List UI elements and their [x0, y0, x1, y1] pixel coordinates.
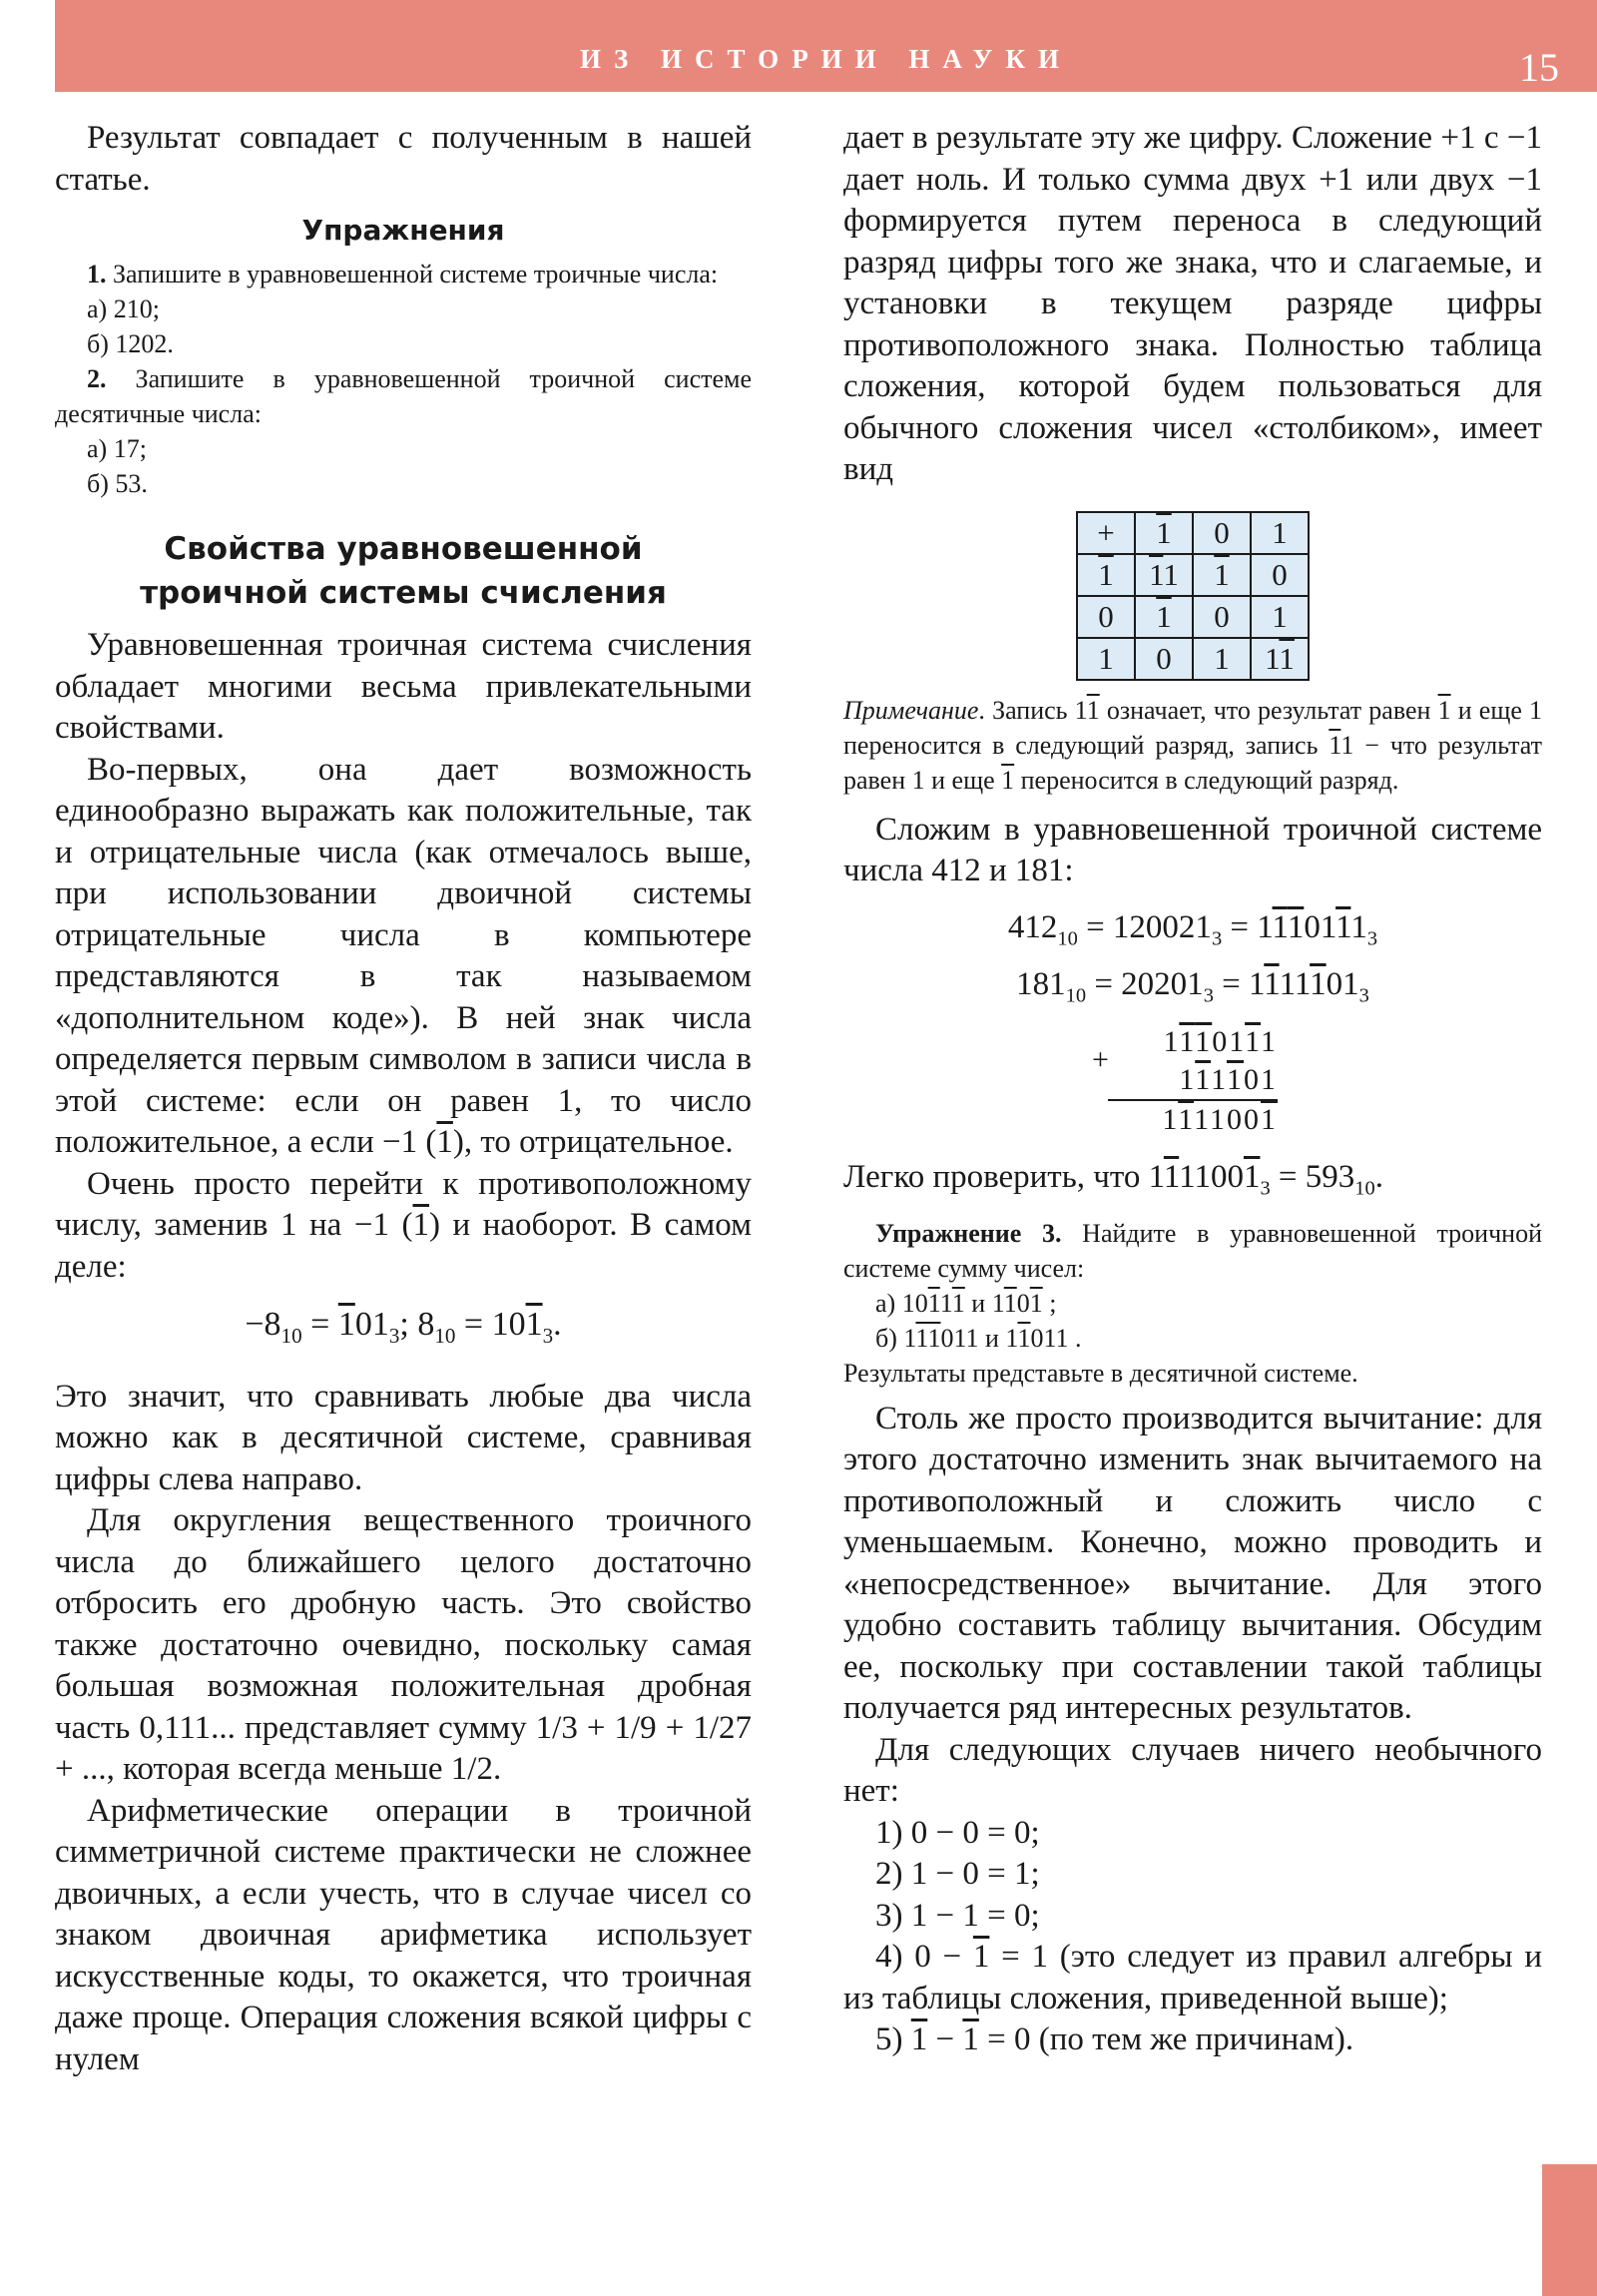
table-cell: 0 — [1251, 554, 1309, 596]
table-cell — [1193, 554, 1251, 596]
table-cell: 0 — [1135, 638, 1193, 680]
table-cell — [1135, 554, 1193, 596]
sum-digit: 01 — [1244, 1062, 1278, 1096]
sum-digit: 1 — [1261, 1024, 1278, 1058]
ex3-overlined: 1 — [951, 1288, 965, 1318]
paragraph-cases: Для следующих случаев ничего необычного нет: — [843, 1731, 1542, 1810]
f-eight: 8 — [417, 1306, 435, 1343]
check-part: Легко проверить, что 1 — [843, 1158, 1164, 1195]
cell-digit: 1 — [1214, 556, 1230, 592]
f-dot: . — [553, 1306, 562, 1343]
note-part: означает, что результат равен — [1099, 695, 1438, 725]
sum-digit: 1 — [1179, 1024, 1196, 1058]
check-sub: 3 — [1260, 1177, 1271, 1200]
ex3-part: и 1 — [964, 1288, 1004, 1318]
list-item: 3) 1 − 1 = 0; — [875, 1897, 1040, 1934]
sum-row-2 — [1108, 1061, 1278, 1101]
sum-digit: 1 — [1163, 1024, 1180, 1058]
list-item — [843, 1937, 1542, 2019]
column-addition — [1092, 1023, 1278, 1139]
sum-digit: 1 — [1261, 1102, 1278, 1136]
li-overlined: 1 — [962, 2021, 979, 2058]
table-cell: + — [1077, 512, 1135, 554]
p2-overlined-one: 1 — [436, 1124, 453, 1160]
paragraph-arithmetic: Арифметические операции в троичной симметричной системе практически не сложнее двоичных, а если учесть, что в случае чисел со знаком двоичная арифметика использует искусственные коды, то окажется, что троичная даже проще. Операция сложения всякой цифры с нулем — [55, 1792, 752, 2077]
eq-sub: 3 — [1366, 927, 1378, 950]
table-cell: 1 — [1077, 638, 1135, 680]
p3-end: ) и наоборот. В самом деле: — [55, 1207, 752, 1285]
p2-text: Во-первых, она дает возможность единообразно выражать как положительные, так и отрицательные числа (как отмечалось выше, при использовании двоичной системы отрицательные числа в компьютере представляются в так называемом «дополнительном коде»). В ней знак числа определяется первым символом в записи числа в этой системе: если он равен 1, то число положительное, а если — [55, 751, 752, 1160]
exercise-2-text: Запишите в уравновешенной троичной системе десятичные числа: — [55, 364, 752, 428]
note-overlined: 1 — [1329, 730, 1341, 760]
plus-sign: + — [1092, 1042, 1111, 1076]
f-sub-10b: 10 — [434, 1323, 456, 1348]
li-part: = 1 (это следует из правил алгебры и из таблицы сложения, приведенной выше); — [843, 1939, 1542, 2016]
paragraph-properties: Уравновешенная троичная система счисления обладает многими весьма привлекательными свойствами. — [55, 627, 752, 746]
right-column — [843, 118, 1542, 2061]
ex3-part: а) 10 — [875, 1288, 928, 1318]
f-sub-10: 10 — [280, 1323, 302, 1348]
equation-412 — [843, 904, 1542, 962]
check-part: 1100 — [1179, 1158, 1244, 1195]
eq-overlined: 1 — [1310, 966, 1327, 1003]
p3-overlined-one: 1 — [412, 1207, 430, 1243]
paragraph-subtraction: Столь же просто производится вычитание: для этого достаточно изменить знак вычитаемого на противоположный и сложить число с уменьшаемым. Конечно, можно проводить и «непосредственное» вычитание. Для этого удобно составить таблицу вычитания. Обсудим ее, поскольку при составлении такой таблицы получается ряд интересных результатов. — [843, 1400, 1542, 1727]
exercise-3 — [843, 1216, 1542, 1286]
sum-digit: 1 — [1245, 1024, 1261, 1058]
ex3-part: б) 1 — [875, 1323, 916, 1353]
eq-part: 1 — [1350, 908, 1367, 945]
table-cell — [1077, 554, 1135, 596]
note-overlined: 1 — [1086, 695, 1100, 725]
ex3-part: 0 — [1016, 1288, 1030, 1318]
paragraph-first-property — [55, 750, 752, 1164]
p3-text: Очень просто перейти к противоположному числу, заменив 1 на — [55, 1165, 752, 1243]
exercise-1-text: Запишите в уравновешенной системе троичные числа: — [106, 260, 719, 288]
eq-part: = 1 — [1213, 966, 1265, 1003]
note-overlined: 1 — [1001, 765, 1015, 795]
cell-digit: 1 — [1156, 598, 1172, 634]
li-part: − — [927, 2021, 963, 2058]
exercise-3-text: Найдите в уравновешенной троичной системе сумму чисел: — [843, 1218, 1543, 1283]
paragraph-compare: Это значит, что сравнивать любые два числа можно как в десятичной системе, сравнивая цифры слева направо. — [55, 1378, 752, 1497]
list-item — [843, 2019, 1542, 2061]
li-part: 5) — [875, 2021, 911, 2058]
table-cell — [1135, 512, 1193, 554]
sum-row-1 — [1108, 1023, 1278, 1061]
sum-digit: 1 — [1211, 1062, 1227, 1096]
ex3-overlined: 1 — [1003, 1288, 1017, 1318]
equation-181 — [843, 961, 1542, 1019]
exercise-1-a: а) 210; — [87, 294, 160, 323]
paragraph-example: Сложим в уравновешенной троичной системе числа 412 и 181: — [843, 811, 1542, 888]
f-minus-eight: −8 — [245, 1306, 281, 1343]
exercise-2-a: а) 17; — [87, 434, 147, 463]
exercises-heading: Упражнения — [301, 214, 505, 247]
exercise-1 — [55, 257, 752, 291]
note-label: Примечание — [843, 695, 979, 725]
ex3-overlined: 1 — [927, 1323, 941, 1353]
exercise-3-footer: Результаты представьте в десятичной системе. — [843, 1358, 1358, 1388]
eq-part: 01 — [1326, 966, 1359, 1003]
table-note — [843, 693, 1542, 798]
check-part: . — [1374, 1158, 1383, 1195]
cell-digit: 1 — [1279, 640, 1295, 676]
li-overlined: 1 — [910, 2021, 928, 2058]
f-sub-3: 3 — [388, 1323, 400, 1348]
p2-minus-one: −1 ( — [373, 1124, 437, 1160]
cell-digit: 1 — [1156, 514, 1172, 550]
eq-part: = 1 — [1222, 908, 1273, 945]
table-cell: 0 — [1193, 512, 1251, 554]
table-cell — [1135, 596, 1193, 638]
exercise-2-number: 2. — [87, 364, 107, 393]
sum-digit: 1 — [1195, 1024, 1213, 1058]
ex3-overlined: 1 — [1029, 1288, 1043, 1318]
negation-formula — [55, 1304, 752, 1357]
f-eq2: = 10 — [455, 1306, 526, 1343]
f-eq: = — [301, 1306, 338, 1343]
eq-part: 11 — [1279, 966, 1311, 1003]
ex3-part: ; — [1042, 1288, 1057, 1318]
table-row — [1077, 554, 1309, 596]
addition-table — [1076, 511, 1310, 681]
sum-digit: 1 — [1227, 1062, 1244, 1096]
list-item: 1) 0 − 0 = 0; — [875, 1814, 1040, 1851]
note-part: и еще 1 переносится в следующий разряд, запись — [843, 695, 1543, 760]
section-heading-line-2: троичной системы счисления — [140, 575, 667, 611]
table-row — [1077, 596, 1309, 638]
f-overlined-1: 1 — [337, 1306, 355, 1343]
eq-part: 181 — [1016, 966, 1066, 1003]
table-row — [1077, 638, 1309, 680]
table-cell: 1 — [1251, 596, 1309, 638]
eq-sub: 3 — [1203, 984, 1214, 1007]
note-part: переносится в следующий разряд. — [1014, 765, 1399, 795]
li-part: 4) 0 − — [875, 1939, 973, 1976]
list-item: 2) 1 − 0 = 1; — [875, 1856, 1040, 1893]
eq-sub: 3 — [1358, 984, 1369, 1007]
check-sub: 10 — [1354, 1177, 1375, 1200]
cell-digit: 1 — [1163, 556, 1179, 592]
section-heading-line-1: Свойства уравновешенной — [164, 531, 643, 567]
eq-overlined: 1 — [1335, 908, 1351, 945]
f-01: 01 — [354, 1306, 389, 1343]
sum-digit: 1 — [1179, 1062, 1196, 1096]
intro-paragraph: Результат совпадает с полученным в нашей статье. — [55, 120, 752, 198]
ex3-overlined: 1 — [915, 1323, 928, 1353]
sum-digit: 1 — [1178, 1102, 1195, 1136]
table-cell: 1 — [1193, 638, 1251, 680]
ex3-part: 011 — [1030, 1323, 1069, 1353]
eq-part: = 20201 — [1086, 966, 1204, 1003]
li-part: = 0 (по тем же причинам). — [978, 2021, 1354, 2058]
eq-overlined: 1 — [1272, 908, 1288, 945]
p2-end: ), то отрицательное. — [452, 1124, 734, 1160]
table-cell: 1 — [1251, 512, 1309, 554]
eq-part: = 120021 — [1077, 908, 1212, 945]
corner-accent — [1542, 2164, 1597, 2296]
li-overlined: 1 — [972, 1939, 990, 1976]
sum-digit: 1 — [1162, 1102, 1179, 1136]
page-number: 15 — [1519, 45, 1559, 90]
paragraph-addition: дает в результате эту же цифру. Сложение +1 с −1 дает ноль. И только сумма двух +1 или двух −1 формируется путем переноса в следующий разряд цифры того же знака, что и слагаемые, и установки в текущем разряде цифры противоположного знака. Полностью таблица сложения, которой будем пользоваться для обычного сложения чисел «столбиком», имеет вид — [843, 120, 1542, 487]
sum-row-3 — [1108, 1101, 1278, 1139]
ex3-part: . — [1068, 1323, 1082, 1353]
sum-digit: 1 — [1195, 1062, 1212, 1096]
table-row — [1077, 512, 1309, 554]
eq-part: 01 — [1304, 908, 1336, 945]
eq-sub: 10 — [1065, 984, 1087, 1007]
check-overlined: 1 — [1163, 1158, 1180, 1195]
exercise-1-number: 1. — [87, 260, 107, 288]
exercise-3-title: Упражнение 3. — [875, 1218, 1062, 1248]
ex3-part: 1 — [939, 1288, 952, 1318]
f-sub-3b: 3 — [542, 1323, 554, 1348]
exercise-2 — [55, 361, 752, 431]
paragraph-rounding: Для округления вещественного троичного числа до ближайшего целого достаточно отбросить его дробную часть. Это свойство также достаточно очевидно, поскольку самая большая возможная положительная дробная часть 0,111... представляет сумму 1/3 + 1/9 + 1/27 + ..., которая всегда меньше 1/2. — [55, 1502, 752, 1788]
cell-digit: 1 — [1098, 556, 1114, 592]
note-overlined: 1 — [1437, 695, 1451, 725]
sum-digit: 1100 — [1194, 1102, 1261, 1136]
header-band — [55, 0, 1597, 92]
sum-digit: 01 — [1212, 1024, 1246, 1058]
f-sep: ; — [399, 1306, 418, 1343]
table-cell: 0 — [1193, 596, 1251, 638]
check-part: = 593 — [1270, 1158, 1355, 1195]
eq-part: 412 — [1007, 908, 1058, 945]
ex3-overlined: 1 — [927, 1288, 940, 1318]
table-cell — [1251, 638, 1309, 680]
eq-overlined: 1 — [1264, 966, 1280, 1003]
eq-sub: 3 — [1211, 927, 1223, 950]
paragraph-negation — [55, 1164, 752, 1289]
eq-sub: 10 — [1057, 927, 1078, 950]
table-cell: 0 — [1077, 596, 1135, 638]
exercise-3-b — [843, 1321, 1542, 1356]
exercise-1-b: б) 1202. — [87, 329, 174, 358]
p3-minus-one: −1 ( — [341, 1207, 413, 1243]
section-heading — [55, 527, 752, 615]
f-overlined-2: 1 — [525, 1306, 543, 1343]
exercise-2-b: б) 53. — [87, 469, 148, 498]
ex3-part: 011 и 1 — [940, 1323, 1018, 1353]
exercise-3-a — [843, 1286, 1542, 1321]
left-column — [55, 118, 752, 2080]
note-part: . Запись 1 — [978, 695, 1087, 725]
check-sentence — [843, 1157, 1542, 1210]
eq-overlined: 1 — [1287, 908, 1305, 945]
cell-digit: 1 — [1265, 640, 1280, 676]
check-overlined: 1 — [1243, 1158, 1261, 1195]
ex3-overlined: 1 — [1017, 1323, 1031, 1353]
running-title: ИЗ ИСТОРИИ НАУКИ — [580, 44, 1072, 74]
cell-digit: 1 — [1149, 556, 1164, 592]
note-part: 1 − что результат равен 1 и еще — [843, 730, 1542, 795]
